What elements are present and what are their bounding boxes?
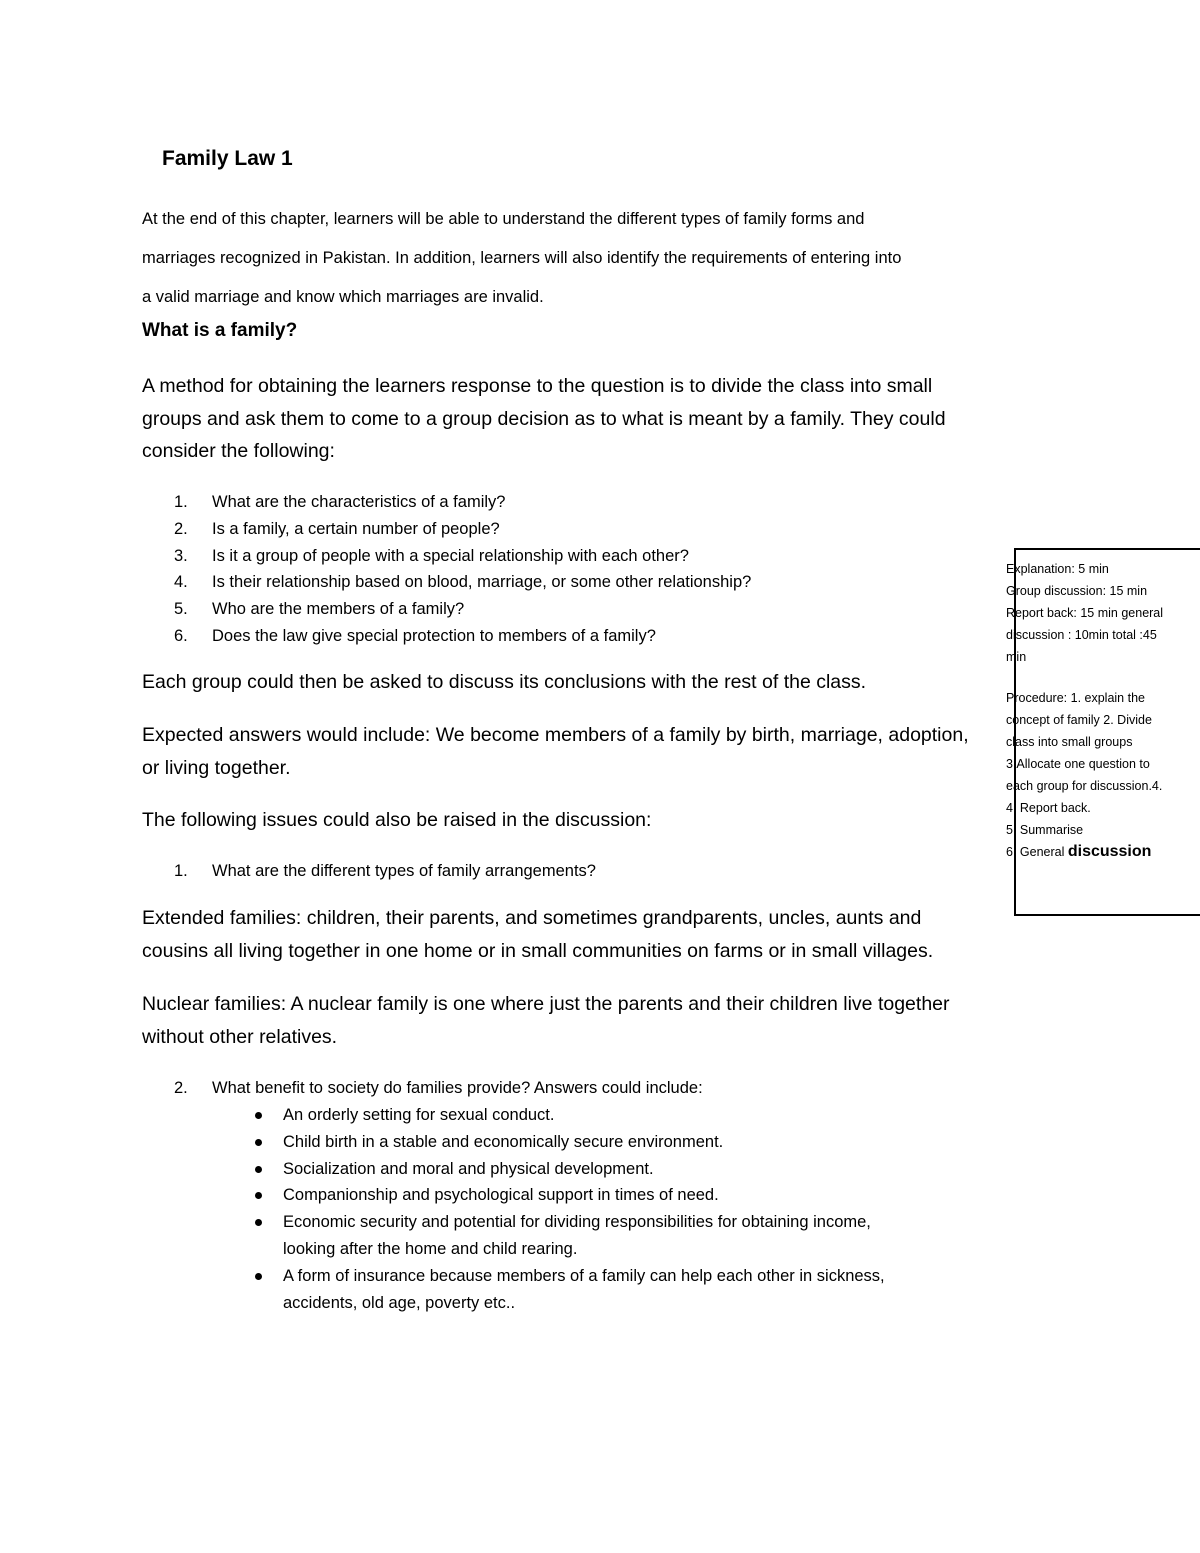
list-item-text: Does the law give special protection to members of a family?	[212, 626, 656, 645]
extended-families-paragraph	[142, 902, 1062, 967]
bullet-text: A form of insurance because members of a family can help each other in sickness,	[283, 1266, 885, 1285]
note-gap	[1006, 668, 1200, 687]
list-number: 3.	[174, 546, 188, 565]
note-line: Group discussion: 15 min	[1006, 584, 1148, 598]
list-item-text: Who are the members of a family?	[212, 600, 465, 619]
bullet-text: looking after the home and child rearing.	[283, 1239, 578, 1258]
bullet-icon	[255, 1192, 262, 1199]
list-number: 1.	[174, 493, 188, 511]
expected-paragraph	[142, 719, 1062, 784]
list-item	[142, 623, 1022, 650]
nuclear-families-paragraph	[142, 988, 1062, 1053]
nuclear-line: without other relatives.	[142, 1025, 338, 1048]
list-item-text: Is a family, a certain number of people?	[212, 519, 500, 538]
margin-note-text	[1006, 558, 1200, 863]
note-line: each group for discussion.4.	[1006, 779, 1163, 793]
list-item	[142, 1075, 1022, 1102]
bullet-icon	[255, 1139, 262, 1146]
section-heading: What is a family?	[142, 320, 298, 341]
bullet-icon	[255, 1166, 262, 1173]
following-issues-paragraph	[142, 804, 1062, 837]
note-prefix: 6. General	[1006, 845, 1068, 859]
bullet-text: Socialization and moral and physical development.	[283, 1159, 654, 1178]
list-item	[142, 489, 1022, 516]
list-item	[142, 858, 1022, 885]
nuclear-line: Nuclear families: A nuclear family is one where just the parents and their children live together	[142, 993, 950, 1015]
extended-line: Extended families: children, their parents, and sometimes grandparents, uncles, aunts and	[142, 907, 922, 929]
expected-line: or living together.	[142, 756, 291, 779]
questions-list	[142, 489, 1022, 650]
list-item-text: What are the different types of family arrangements?	[212, 862, 596, 880]
note-line: concept of family 2. Divide	[1006, 713, 1152, 727]
note-line: Procedure: 1. explain the	[1006, 691, 1145, 705]
note-line: class into small groups	[1006, 735, 1133, 749]
list-item-text: What benefit to society do families provide? Answers could include:	[212, 1079, 703, 1097]
note-line: Explanation: 5 min	[1006, 562, 1109, 576]
note-line: min	[1006, 650, 1027, 664]
list-number: 5.	[174, 600, 188, 619]
bullet-text: Economic security and potential for dividing responsibilities for obtaining income,	[283, 1213, 871, 1232]
method-line: consider the following:	[142, 440, 335, 462]
bullet-icon	[255, 1112, 262, 1119]
following-issues-line: The following issues could also be raised in the discussion:	[142, 809, 652, 831]
list-item	[142, 543, 1022, 570]
intro-line: a valid marriage and know which marriages are invalid.	[142, 288, 544, 306]
list-item	[142, 569, 1022, 596]
note-line: 4. Report back.	[1006, 801, 1091, 815]
bullet-item	[142, 1156, 1042, 1183]
list-number: 6.	[174, 626, 188, 645]
bullet-item	[142, 1182, 1042, 1209]
each-group-line: Each group could then be asked to discuss its conclusions with the rest of the class.	[142, 671, 867, 693]
note-emphasis: discussion	[1067, 843, 1152, 860]
bullet-text: Child birth in a stable and economically secure environment.	[283, 1132, 724, 1151]
bullet-item	[142, 1102, 1042, 1129]
list-item	[142, 596, 1022, 623]
note-line: 5. Summarise	[1006, 823, 1084, 837]
expected-line: Expected answers would include: We become members of a family by birth, marriage, adoption,	[142, 724, 969, 746]
intro-paragraph	[142, 200, 1072, 317]
each-group-paragraph	[142, 666, 1062, 699]
list-number: 2.	[174, 1079, 188, 1097]
method-line: A method for obtaining the learners response to the question is to divide the class into small	[142, 375, 933, 397]
note-line-last	[1006, 841, 1200, 863]
extended-line: cousins all living together in one home or in small communities on farms or in small villages.	[142, 939, 934, 962]
bullet-icon	[255, 1219, 262, 1226]
intro-line: marriages recognized in Pakistan. In addition, learners will also identify the requirements of entering into	[142, 249, 902, 267]
method-line: groups and ask them to come to a group decision as to what is meant by a family. They could	[142, 407, 946, 430]
list-item	[142, 516, 1022, 543]
list-item-text: Is it a group of people with a special relationship with each other?	[212, 546, 689, 565]
note-line: Report back: 15 min general	[1006, 606, 1164, 620]
method-paragraph	[142, 370, 1062, 468]
list-item-text: Is their relationship based on blood, marriage, or some other relationship?	[212, 573, 752, 592]
intro-line: At the end of this chapter, learners will be able to understand the different types of family forms and	[142, 210, 865, 228]
list-number: 4.	[174, 573, 188, 592]
issue-list-2	[142, 1075, 1022, 1102]
list-number: 2.	[174, 519, 188, 538]
bullet-icon	[255, 1273, 262, 1280]
benefits-list	[142, 1102, 1042, 1316]
document-title: Family Law 1	[162, 147, 293, 170]
note-line: 3.Allocate one question to	[1006, 757, 1150, 771]
list-number: 1.	[174, 862, 188, 880]
note-line: discussion : 10min total :45	[1006, 628, 1157, 642]
bullet-item	[142, 1209, 1042, 1263]
issue-list-1	[142, 858, 1022, 885]
bullet-item	[142, 1129, 1042, 1156]
bullet-text: accidents, old age, poverty etc..	[283, 1293, 516, 1312]
list-item-text: What are the characteristics of a family?	[212, 493, 506, 511]
bullet-text: Companionship and psychological support in times of need.	[283, 1186, 719, 1205]
bullet-item	[142, 1263, 1042, 1317]
bullet-text: An orderly setting for sexual conduct.	[283, 1106, 555, 1124]
